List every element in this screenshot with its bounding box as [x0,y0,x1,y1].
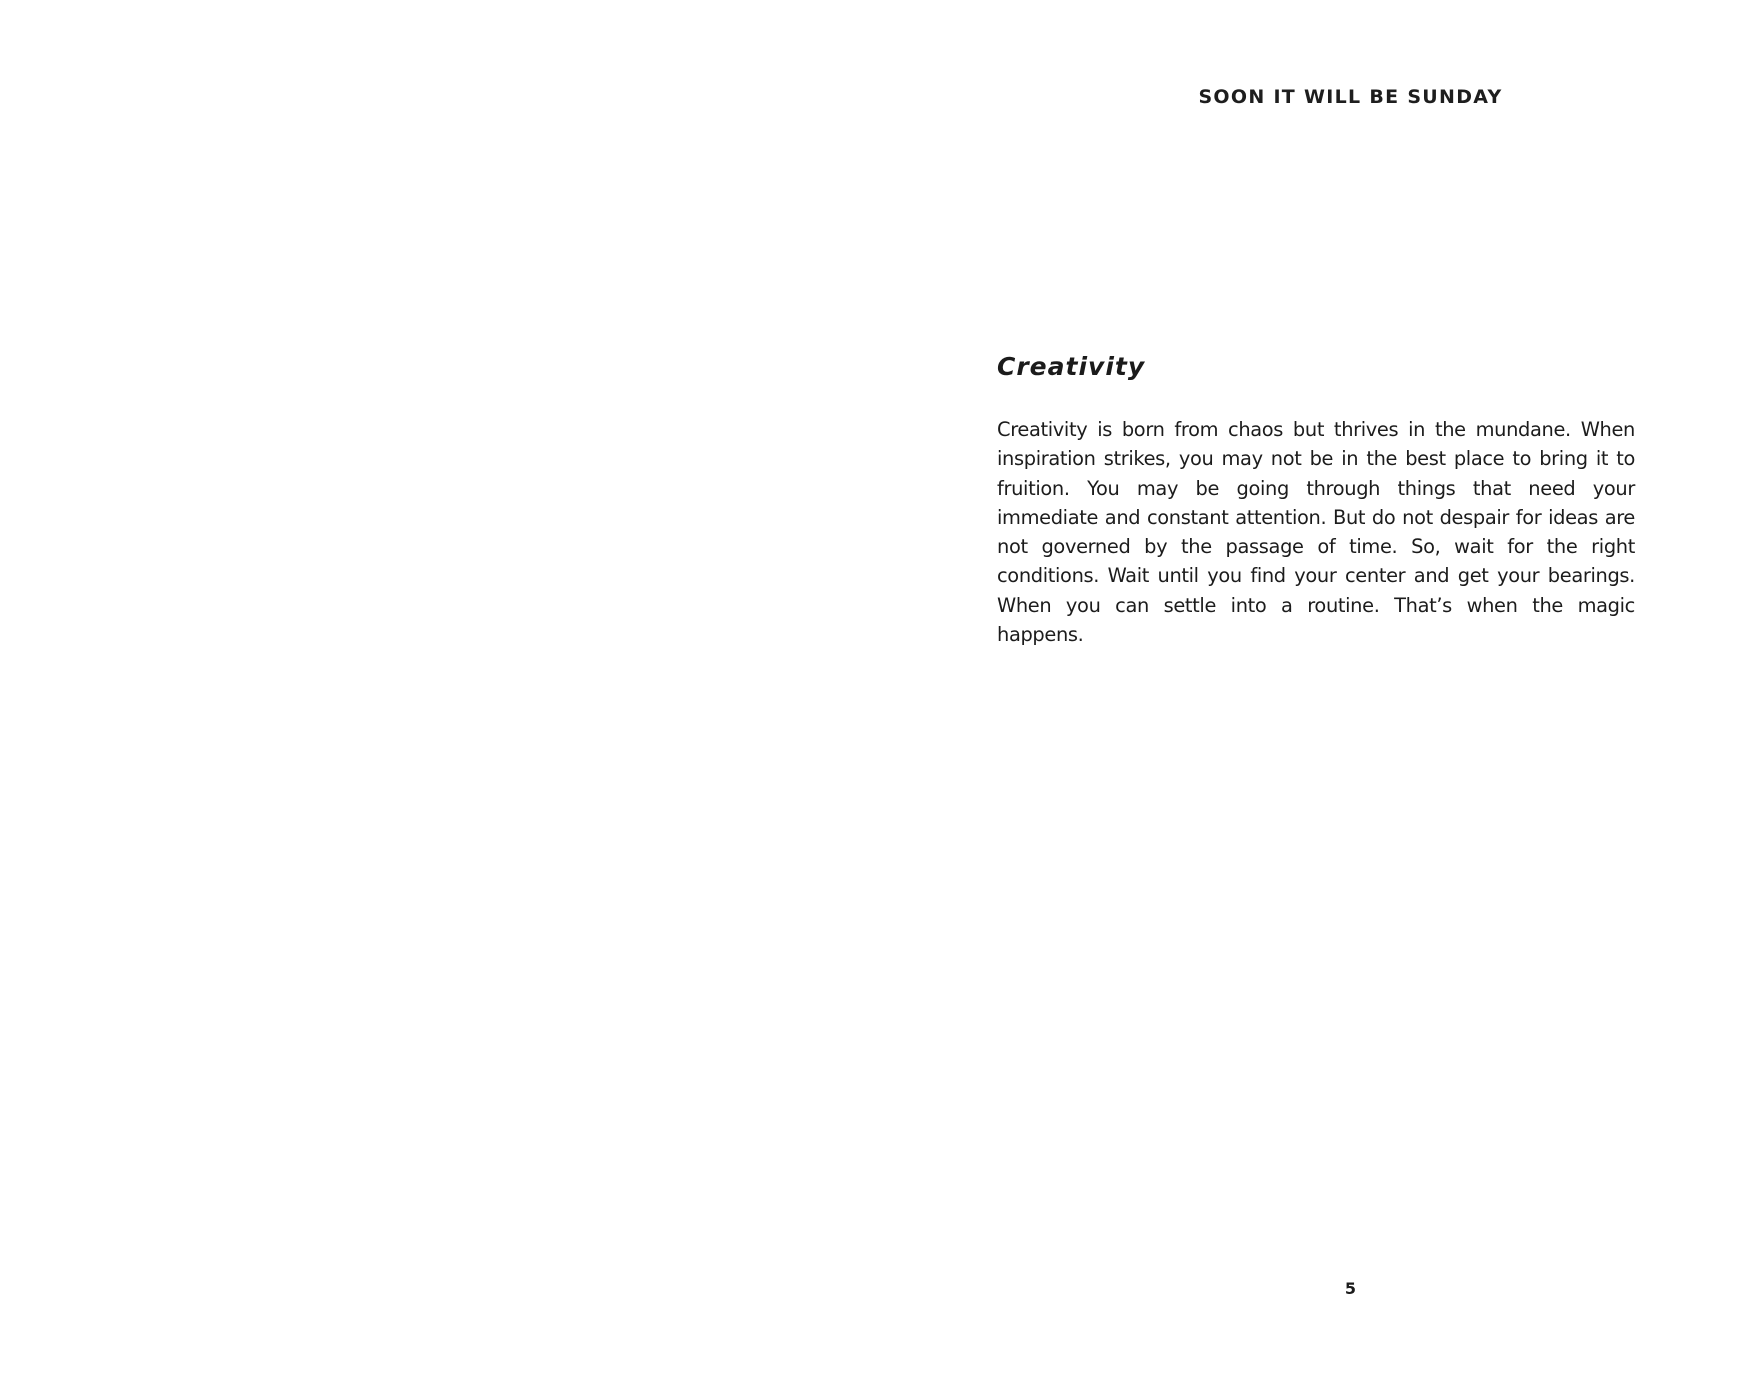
page-number [873,1279,1746,1298]
section-title: Creativity [997,352,1146,381]
running-head-text: SOON IT WILL BE SUNDAY [1198,86,1503,108]
right-page [873,0,1746,1396]
body-paragraph: Creativity is born from chaos but thrives in the mundane. When inspiration strikes, you may not be in the best place to bring it to fruition. You may be going through things that need your immediate and constant attention. But do not despair for ideas are not governed by the passage of time. So, wait for the right conditions. Wait until you find your center and get your bearings. When you can settle into a routine. That’s when the magic happens. [997,418,1635,647]
running-head [873,86,1746,108]
page-number-text: 5 [1344,1279,1357,1298]
